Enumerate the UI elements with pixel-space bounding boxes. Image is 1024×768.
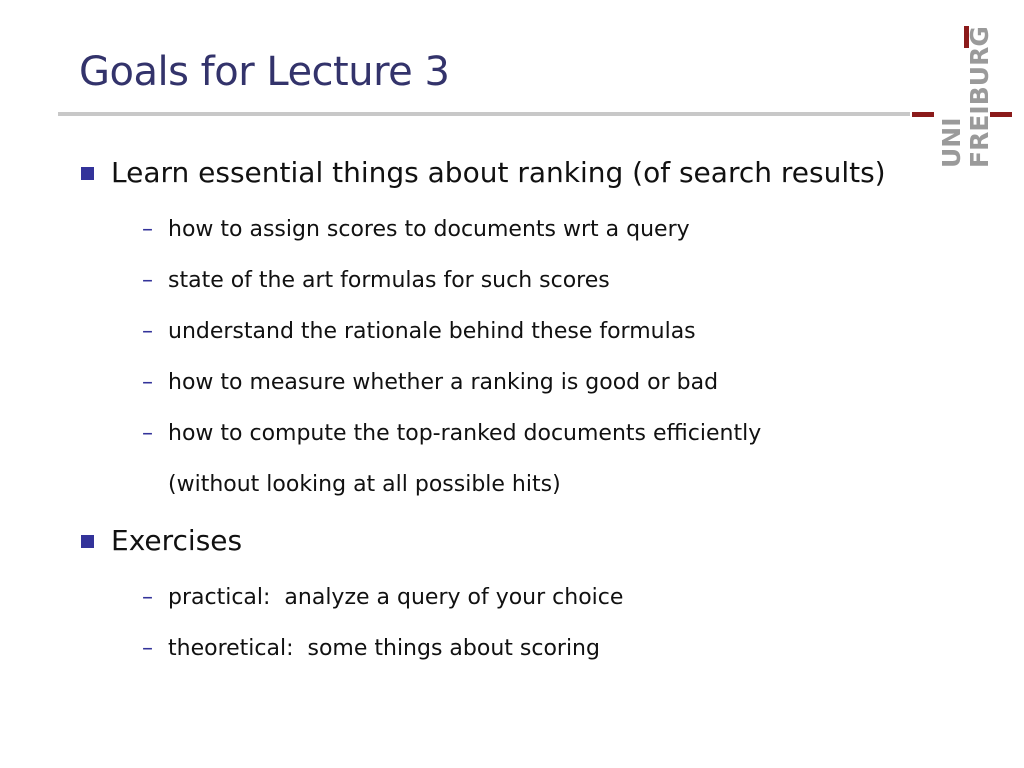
svg-text:UNI: UNI — [937, 117, 966, 168]
dash-bullet-icon: – — [142, 217, 153, 242]
sub-bullet-item — [142, 317, 696, 347]
svg-text:FREIBURG: FREIBURG — [965, 26, 994, 168]
sub-bullet-text: (without looking at all possible hits) — [168, 472, 561, 497]
bullet-item — [111, 523, 242, 559]
sub-bullet-item — [142, 368, 719, 398]
title-divider — [58, 112, 910, 116]
sub-bullet-item — [142, 634, 600, 664]
dash-bullet-icon: – — [142, 319, 153, 344]
sub-bullet-text: understand the rationale behind these formulas — [168, 319, 696, 344]
slide-title: Goals for Lecture 3 — [79, 49, 450, 95]
bullet-text: Learn essential things about ranking (of search results) — [111, 156, 886, 189]
sub-bullet-text: how to compute the top-ranked documents efficiently — [168, 421, 762, 446]
sub-bullet-text: how to assign scores to documents wrt a query — [168, 217, 690, 242]
bullet-text: Exercises — [111, 524, 243, 557]
sub-bullet-text: practical: analyze a query of your choice — [168, 585, 624, 610]
square-bullet-icon — [81, 535, 94, 548]
sub-bullet-text: theoretical: some things about scoring — [168, 636, 600, 661]
dash-bullet-icon: – — [142, 636, 153, 661]
sub-bullet-item — [142, 266, 610, 296]
dash-bullet-icon: – — [142, 585, 153, 610]
dash-bullet-icon: – — [142, 370, 153, 395]
sub-bullet-item — [142, 215, 690, 245]
square-bullet-icon — [81, 167, 94, 180]
sub-bullet-item — [142, 583, 624, 613]
bullet-item — [111, 155, 886, 191]
sub-bullet-text: state of the art formulas for such scores — [168, 268, 610, 293]
sub-bullet-text: how to measure whether a ranking is good or bad — [168, 370, 719, 395]
uni-freiburg-logo — [908, 26, 1018, 176]
sub-bullet-continuation — [168, 470, 561, 500]
dash-bullet-icon: – — [142, 268, 153, 293]
dash-bullet-icon: – — [142, 421, 153, 446]
sub-bullet-item — [142, 419, 762, 449]
